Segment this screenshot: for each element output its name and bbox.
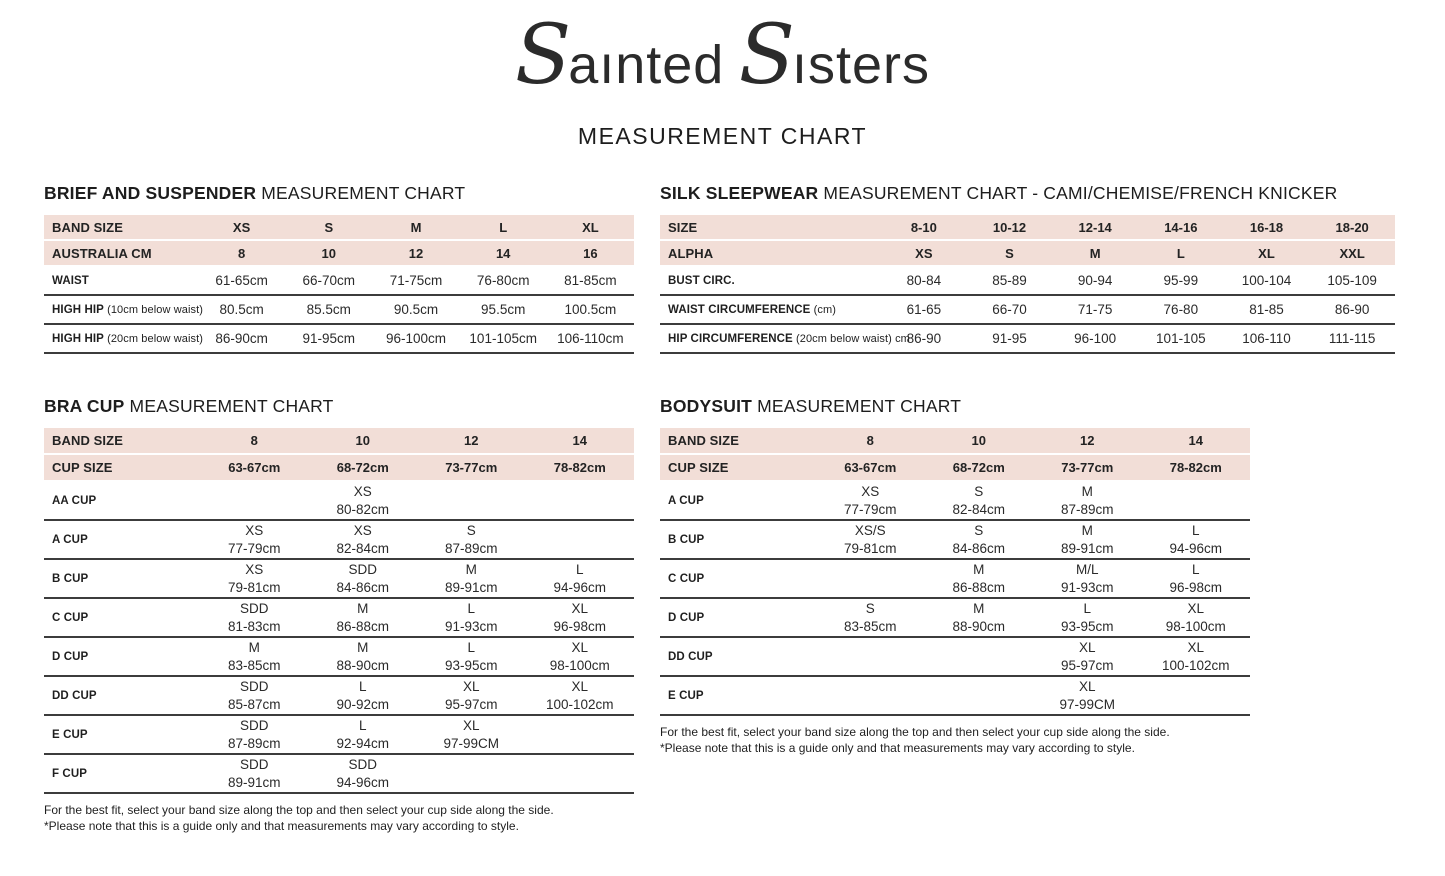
table-row <box>660 296 1395 325</box>
table-row <box>44 267 634 296</box>
section-title <box>660 396 1250 417</box>
row-label: HIGH HIP (10cm below waist) <box>52 303 204 316</box>
cell: 86-90 <box>1334 302 1370 317</box>
section-title <box>660 183 1395 204</box>
cell: 100-104 <box>1241 273 1292 288</box>
cell: 96-100 <box>1074 331 1117 346</box>
fit-note-line: For the best fit, select your band size along the top and then select your cup side along the side. <box>44 803 554 817</box>
cell: 63-67cm <box>228 460 281 475</box>
cell: 95.5cm <box>481 302 526 317</box>
section-title-rest: MEASUREMENT CHART <box>752 396 962 416</box>
table-row <box>44 560 634 599</box>
cell: XXL <box>1339 245 1365 261</box>
table-header-row <box>44 428 634 453</box>
cell: 8-10 <box>910 219 937 235</box>
table-row <box>660 599 1250 638</box>
table-header-row <box>660 428 1250 453</box>
table-row <box>44 599 634 638</box>
section-brief-and-suspender <box>44 183 634 354</box>
cell: M 83-85cm <box>227 639 281 673</box>
row-label: DD CUP <box>668 650 713 663</box>
table-header-row <box>660 241 1395 265</box>
section-title <box>44 183 634 204</box>
section-bra-cup <box>44 396 634 834</box>
table-header-row <box>44 215 634 239</box>
cell: XL 100-102cm <box>1161 639 1230 673</box>
cell: 63-67cm <box>844 460 897 475</box>
cell: XS 80-82cm <box>336 483 390 517</box>
cell: M/L 91-93cm <box>1060 561 1114 595</box>
cell: S <box>1005 245 1014 261</box>
cell: 68-72cm <box>336 460 389 475</box>
row-label: WAIST <box>52 274 89 287</box>
logo-swash-s: S <box>515 8 569 103</box>
row-label: SIZE <box>668 219 698 235</box>
table-row <box>660 677 1250 716</box>
table-header-row <box>44 455 634 480</box>
table-row <box>660 482 1250 521</box>
fit-notes <box>660 724 1250 756</box>
cell: XL <box>1258 245 1275 261</box>
bra-cup-table <box>44 428 634 794</box>
cell: M <box>1089 245 1101 261</box>
logo-text: aınted <box>568 35 725 95</box>
cell: 8 <box>866 433 874 448</box>
cell: 73-77cm <box>445 460 498 475</box>
section-title-bold: SILK SLEEPWEAR <box>660 183 819 203</box>
cell: 80.5cm <box>219 302 264 317</box>
cell: 85.5cm <box>306 302 351 317</box>
table-header-row <box>660 215 1395 239</box>
cell: 10 <box>355 433 370 448</box>
row-label: DD CUP <box>52 689 97 702</box>
cell: 8 <box>250 433 258 448</box>
cell: 90.5cm <box>393 302 439 317</box>
section-title <box>44 396 634 417</box>
section-silk-sleepwear <box>660 183 1395 354</box>
cell: M 89-91cm <box>1060 522 1114 556</box>
cell: L 93-95cm <box>444 639 498 673</box>
cell: 100.5cm <box>564 302 617 317</box>
cell: 86-90 <box>906 331 942 346</box>
table-row <box>44 296 634 325</box>
cell: L 94-96cm <box>553 561 607 595</box>
brief-suspender-table <box>44 215 634 354</box>
logo-swash-s: S <box>738 8 792 103</box>
fit-note-line: For the best fit, select your band size along the top and then select your cup side along the side. <box>660 725 1170 739</box>
cell: 10 <box>971 433 986 448</box>
table-row <box>660 267 1395 296</box>
cell: SDD 85-87cm <box>227 678 281 712</box>
cell: 14 <box>572 433 587 448</box>
cell: S 87-89cm <box>444 522 498 556</box>
cell: 66-70cm <box>302 273 356 288</box>
row-label: BAND SIZE <box>52 219 123 235</box>
cell: 96-100cm <box>385 331 447 346</box>
cell: 111-115 <box>1328 331 1376 346</box>
row-label: HIP CIRCUMFERENCE (20cm below waist) cm <box>668 332 910 345</box>
table-row <box>660 325 1395 354</box>
table-row <box>44 677 634 716</box>
row-label: ALPHA <box>668 245 714 261</box>
row-label: CUP SIZE <box>668 460 729 475</box>
cell: 12 <box>464 433 479 448</box>
cell: L 92-94cm <box>336 717 390 751</box>
row-label: BAND SIZE <box>52 433 123 448</box>
row-label: D CUP <box>668 611 705 624</box>
cell: XL 100-102cm <box>545 678 614 712</box>
cell: 81-85cm <box>564 273 617 288</box>
cell: S 84-86cm <box>952 522 1006 556</box>
silk-sleepwear-table <box>660 215 1395 354</box>
cell: L 94-96cm <box>1169 522 1223 556</box>
cell: 81-85 <box>1249 302 1284 317</box>
section-title-rest: MEASUREMENT CHART <box>124 396 334 416</box>
cell: M 86-88cm <box>336 600 390 634</box>
cell: M <box>410 219 422 235</box>
table-row <box>44 638 634 677</box>
cell: SDD 89-91cm <box>227 756 281 790</box>
cell: 105-109 <box>1327 273 1377 288</box>
table-row <box>44 716 634 755</box>
cell: SDD 81-83cm <box>227 600 281 634</box>
cell: 68-72cm <box>952 460 1005 475</box>
cell: 101-105cm <box>469 331 537 346</box>
style-note-line: *Please note that this is a guide only and that measurements may vary according to style. <box>44 819 519 833</box>
cell: 18-20 <box>1335 219 1369 235</box>
cell: 16 <box>583 245 598 261</box>
cell: XS/S 79-81cm <box>843 522 897 556</box>
row-label: D CUP <box>52 650 89 663</box>
row-label: CUP SIZE <box>52 460 113 475</box>
cell: 78-82cm <box>553 460 606 475</box>
cell: S 83-85cm <box>843 600 897 634</box>
table-row <box>44 755 634 794</box>
cell: 8 <box>237 245 246 261</box>
table-header-row <box>660 455 1250 480</box>
cell: SDD 94-96cm <box>336 756 390 790</box>
style-note-line: *Please note that this is a guide only and that measurements may vary according to style. <box>660 741 1135 755</box>
cell: 12-14 <box>1078 219 1112 235</box>
cell: 91-95 <box>992 331 1027 346</box>
fit-notes <box>44 802 634 834</box>
row-label: C CUP <box>52 611 89 624</box>
row-label: B CUP <box>52 572 89 585</box>
cell: XL 97-99CM <box>443 717 500 751</box>
table-row <box>44 325 634 354</box>
cell: XS 79-81cm <box>227 561 281 595</box>
cell: 73-77cm <box>1061 460 1114 475</box>
cell: XL 96-98cm <box>553 600 607 634</box>
cell: 10 <box>321 245 337 261</box>
cell: XL 98-100cm <box>549 639 610 673</box>
row-label: AA CUP <box>52 494 97 507</box>
cell: 61-65 <box>906 302 942 317</box>
cell: 10-12 <box>992 219 1027 235</box>
cell: XS 77-79cm <box>227 522 281 556</box>
cell: 76-80cm <box>476 273 530 288</box>
row-label: F CUP <box>52 767 87 780</box>
cell: M 86-88cm <box>952 561 1006 595</box>
cell: 66-70 <box>992 302 1027 317</box>
brand-logo <box>0 10 1445 125</box>
cell: M 88-90cm <box>336 639 390 673</box>
cell: XL 95-97cm <box>444 678 498 712</box>
row-label: BAND SIZE <box>668 433 739 448</box>
cell: 14 <box>495 245 511 261</box>
cell: 12 <box>1080 433 1095 448</box>
cell: S <box>324 219 334 235</box>
cell: XL <box>582 219 599 235</box>
cell: L 91-93cm <box>444 600 498 634</box>
row-label: E CUP <box>52 728 88 741</box>
cell: XS 82-84cm <box>336 522 390 556</box>
cell: 106-110cm <box>557 331 624 346</box>
cell: L 93-95cm <box>1060 600 1114 634</box>
table-row <box>660 521 1250 560</box>
section-bodysuit <box>660 396 1250 756</box>
row-label: WAIST CIRCUMFERENCE (cm) <box>668 303 837 316</box>
cell: 90-94 <box>1077 273 1113 288</box>
cell: 85-89 <box>992 273 1027 288</box>
section-title-bold: BRIEF AND SUSPENDER <box>44 183 257 203</box>
cell: L 90-92cm <box>336 678 390 712</box>
row-label: AUSTRALIA CM <box>52 245 152 261</box>
row-label: B CUP <box>668 533 705 546</box>
cell: XL 97-99CM <box>1059 678 1116 712</box>
cell: 80-84 <box>906 273 942 288</box>
cell: XS 77-79cm <box>843 483 897 517</box>
cell: M 89-91cm <box>444 561 498 595</box>
logo-text: ısters <box>791 35 930 95</box>
section-title-rest: MEASUREMENT CHART <box>256 183 466 203</box>
table-row <box>660 638 1250 677</box>
page-title: MEASUREMENT CHART <box>577 123 868 149</box>
cell: 86-90cm <box>215 331 268 346</box>
cell: 12 <box>408 245 424 261</box>
table-row <box>44 482 634 521</box>
cell: L <box>499 219 508 235</box>
row-label: A CUP <box>52 533 88 546</box>
cell: S 82-84cm <box>952 483 1006 517</box>
row-label: BUST CIRC. <box>668 274 735 287</box>
cell: M 88-90cm <box>952 600 1006 634</box>
section-title-rest: MEASUREMENT CHART - CAMI/CHEMISE/FRENCH KNICKER <box>818 183 1338 203</box>
cell: SDD 87-89cm <box>227 717 281 751</box>
cell: 91-95cm <box>302 331 356 346</box>
cell: XS <box>232 219 251 235</box>
bodysuit-table <box>660 428 1250 716</box>
cell: L 96-98cm <box>1169 561 1223 595</box>
cell: 106-110 <box>1242 331 1291 346</box>
cell: 14 <box>1188 433 1203 448</box>
row-label: A CUP <box>668 494 704 507</box>
cell: M 87-89cm <box>1060 483 1114 517</box>
cell: 16-18 <box>1249 219 1284 235</box>
section-title-bold: BRA CUP <box>44 396 125 416</box>
cell: 71-75 <box>1077 302 1113 317</box>
cell: 101-105 <box>1156 331 1206 346</box>
section-title-bold: BODYSUIT <box>660 396 753 416</box>
row-label: C CUP <box>668 572 705 585</box>
cell: 76-80 <box>1163 302 1199 317</box>
table-row <box>44 521 634 560</box>
cell: 78-82cm <box>1169 460 1222 475</box>
table-header-row <box>44 241 634 265</box>
cell: L <box>1176 245 1185 261</box>
cell: XS <box>915 245 933 261</box>
cell: 14-16 <box>1164 219 1198 235</box>
cell: 71-75cm <box>389 273 443 288</box>
row-label: HIGH HIP (20cm below waist) <box>52 332 204 345</box>
table-row <box>660 560 1250 599</box>
cell: 61-65cm <box>215 273 268 288</box>
cell: SDD 84-86cm <box>336 561 390 595</box>
cell: XL 95-97cm <box>1060 639 1114 673</box>
row-label: E CUP <box>668 689 704 702</box>
cell: 95-99 <box>1163 273 1199 288</box>
cell: XL 98-100cm <box>1165 600 1226 634</box>
